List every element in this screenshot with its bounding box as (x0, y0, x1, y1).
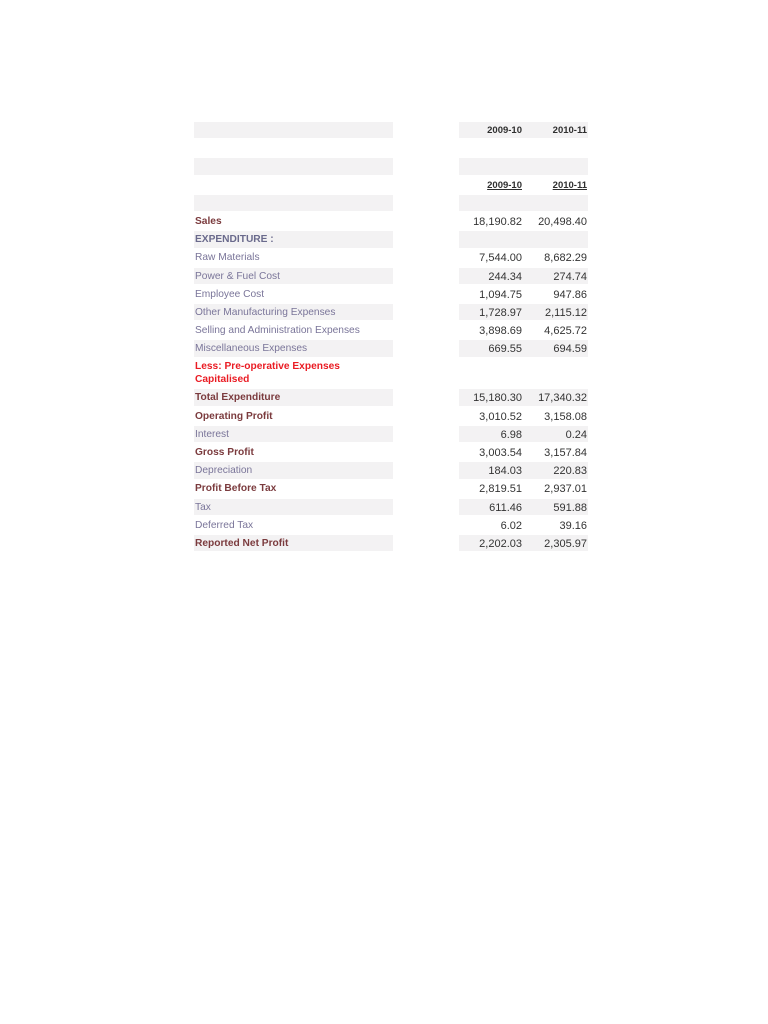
row-label: Reported Net Profit (195, 537, 289, 549)
row-shade-left (194, 158, 393, 174)
row-label: Sales (195, 215, 222, 227)
value-2010-11: 3,158.08 (544, 410, 587, 423)
table-row-tax (193, 499, 589, 517)
table-row-expenditure-heading (193, 231, 589, 249)
value-2009-10: 2,202.03 (479, 537, 522, 550)
row-label: Profit Before Tax (195, 483, 277, 495)
value-2009-10: 18,190.82 (473, 215, 522, 228)
value-2010-11: 2,937.01 (544, 483, 587, 496)
year-header-2: 2010-11 (552, 125, 587, 136)
table-row-miscellaneous-expenses (193, 340, 589, 358)
value-2009-10: 1,728.97 (479, 306, 522, 319)
value-2010-11: 20,498.40 (538, 215, 587, 228)
value-2010-11: 591.88 (553, 501, 587, 514)
row-label: Selling and Administration Expenses (195, 325, 360, 337)
value-2010-11: 17,340.32 (538, 392, 587, 405)
row-label: EXPENDITURE : (195, 234, 274, 246)
row-shade-right (459, 158, 588, 174)
value-2009-10: 3,898.69 (479, 325, 522, 338)
row-shade-right (459, 231, 588, 247)
table-row-profit-before-tax (193, 480, 589, 498)
value-2009-10: 669.55 (488, 343, 522, 356)
year-header-1: 2009-10 (487, 125, 522, 136)
value-2009-10: 7,544.00 (479, 252, 522, 265)
value-2010-11: 8,682.29 (544, 252, 587, 265)
row-label: Other Manufacturing Expenses (195, 306, 336, 318)
row-label: Interest (195, 428, 229, 440)
year-subheader-row (193, 177, 589, 195)
row-label: Deferred Tax (195, 519, 254, 531)
row-label: Total Expenditure (195, 392, 281, 404)
row-label: Raw Materials (195, 252, 260, 264)
table-row-employee-cost (193, 286, 589, 304)
blank-shaded-row (193, 195, 589, 213)
financial-statement-table (193, 122, 589, 553)
row-shade-left (194, 122, 393, 138)
value-2010-11: 220.83 (553, 465, 587, 478)
value-2009-10: 2,819.51 (479, 483, 522, 496)
row-label: Gross Profit (195, 447, 254, 458)
table-row-power-fuel-cost (193, 268, 589, 286)
table-row-reported-net-profit (193, 535, 589, 553)
table-row-selling-administration-expenses (193, 322, 589, 340)
value-2009-10: 1,094.75 (479, 288, 522, 301)
table-row-pre-operative-expenses (193, 358, 589, 389)
value-2010-11: 0.24 (565, 428, 587, 441)
value-2010-11: 2,305.97 (544, 537, 587, 550)
value-2010-11: 2,115.12 (544, 306, 587, 319)
value-2009-10: 184.03 (488, 465, 522, 478)
value-2010-11: 4,625.72 (544, 325, 587, 338)
table-row-other-manufacturing-expenses (193, 304, 589, 322)
row-label: Operating Profit (195, 410, 273, 422)
value-2009-10: 6.02 (500, 519, 522, 532)
row-label: Tax (195, 501, 211, 513)
value-2010-11: 947.86 (553, 288, 587, 301)
year-subheader-1: 2009-10 (487, 179, 522, 191)
row-shade-right (459, 195, 588, 211)
blank-row (193, 140, 589, 158)
table-row-deferred-tax (193, 517, 589, 535)
row-label: Depreciation (195, 465, 253, 477)
year-header-row (193, 122, 589, 140)
value-2010-11: 3,157.84 (544, 447, 587, 459)
table-row-sales (193, 213, 589, 231)
value-2010-11: 694.59 (553, 343, 587, 356)
value-2009-10: 3,010.52 (479, 410, 522, 423)
row-label: Power & Fuel Cost (195, 270, 280, 282)
row-label: Miscellaneous Expenses (195, 343, 308, 355)
value-2009-10: 3,003.54 (479, 447, 522, 459)
table-row-operating-profit (193, 408, 589, 426)
value-2009-10: 6.98 (500, 428, 522, 441)
value-2010-11: 39.16 (559, 519, 587, 532)
row-label: Employee Cost (195, 288, 265, 300)
row-label: Less: Pre-operative Expenses Capitalised (195, 361, 340, 386)
value-2009-10: 611.46 (489, 501, 522, 514)
table-row-raw-materials (193, 249, 589, 267)
blank-shaded-row (193, 158, 589, 176)
table-row-gross-profit (193, 444, 589, 462)
table-row-depreciation (193, 462, 589, 480)
value-2010-11: 274.74 (553, 270, 587, 283)
row-shade-left (194, 195, 393, 211)
table-row-total-expenditure (193, 389, 589, 407)
value-2009-10: 244.34 (488, 270, 522, 283)
year-subheader-2: 2010-11 (552, 179, 587, 191)
value-2009-10: 15,180.30 (473, 392, 522, 405)
table-row-interest (193, 426, 589, 444)
